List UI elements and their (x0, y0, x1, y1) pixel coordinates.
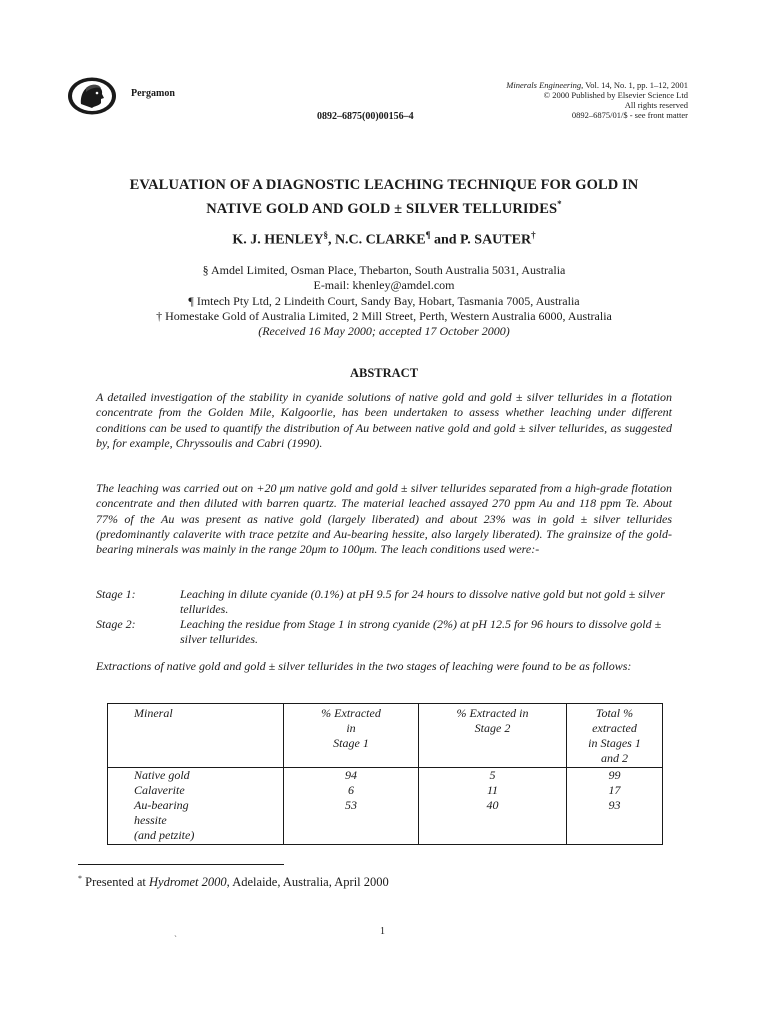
table-cell: 53 (345, 798, 357, 812)
author-list (60, 230, 708, 249)
footnote-pre: Presented at (82, 875, 149, 890)
header-line: extracted (592, 721, 637, 735)
title-footnote-mark: * (557, 199, 562, 209)
stage-1-values (284, 768, 419, 845)
stage-2-item (96, 617, 672, 649)
publisher-name: Pergamon (131, 88, 175, 99)
header-line: % Extracted (321, 706, 381, 720)
received-dates: (Received 16 May 2000; accepted 17 October 2000) (258, 324, 510, 339)
header-line: Mineral (134, 706, 173, 720)
affiliations (60, 263, 708, 339)
table-cell: 6 (348, 783, 354, 797)
journal-name: Minerals Engineering (506, 80, 582, 90)
header-line: and 2 (601, 751, 628, 765)
copyright-line: © 2000 Published by Elsevier Science Ltd (543, 90, 688, 100)
scan-speck: ˎ (174, 927, 177, 937)
table-cell: 93 (608, 798, 621, 812)
footnote-rule (78, 864, 284, 865)
abstract-paragraph-3: Extractions of native gold and gold ± silver tellurides in the two stages of leaching were found to be as follows: (96, 659, 632, 673)
table-cell: 99 (608, 768, 621, 782)
front-matter-line: 0892–6875/01/$ - see front matter (571, 110, 688, 120)
header-mineral (108, 704, 284, 768)
header-line: Stage 2 (474, 721, 511, 735)
table-data-row (108, 768, 663, 845)
table-cell: 5 (489, 768, 496, 782)
stage-1-label: Stage 1: (96, 587, 136, 601)
author-email: E-mail: khenley@amdel.com (313, 278, 455, 293)
mineral-petzite: (and petzite) (134, 828, 195, 842)
header-line: Total % (595, 706, 634, 720)
footnote-venue: Hydromet 2000 (149, 875, 227, 890)
author-sauter: P. SAUTER (460, 232, 532, 248)
header-stage-1 (284, 704, 419, 768)
author-clarke: N.C. CLARKE (334, 232, 426, 248)
page-number: 1 (380, 926, 385, 937)
title-line-2-text: NATIVE GOLD AND GOLD ± SILVER TELLURIDES (206, 200, 558, 217)
rights-line: All rights reserved (624, 100, 688, 110)
pergamon-logo-icon (66, 76, 118, 116)
author-clarke-mark: ¶ (425, 230, 431, 240)
footnote (78, 874, 389, 890)
stage-1-text: Leaching in dilute cyanide (0.1%) at pH 9.5 for 24 hours to dissolve native gold but not gold ± silver tellurides. (180, 587, 665, 617)
author-separator: and (430, 232, 461, 248)
header-line: % Extracted in (456, 706, 529, 720)
author-sauter-mark: † (531, 230, 536, 240)
header-stage-2 (419, 704, 567, 768)
header-total (567, 704, 663, 768)
affiliation-homestake: † Homestake Gold of Australia Limited, 2 Mill Street, Perth, Western Australia 6000, Australia (156, 308, 612, 323)
article-code: 0892–6875(00)00156–4 (317, 111, 414, 122)
abstract-heading: ABSTRACT (349, 366, 419, 380)
stage-2-label: Stage 2: (96, 617, 136, 631)
extraction-table (107, 703, 663, 842)
mineral-cell (108, 768, 284, 845)
journal-info (506, 80, 688, 120)
table-cell: 17 (608, 783, 621, 797)
footnote-mark: * (78, 874, 82, 883)
extraction-table-grid (107, 703, 663, 845)
table-header-row (108, 704, 663, 768)
stage-1-item (96, 587, 672, 619)
mineral-hessite: hessite (134, 813, 167, 827)
abstract-paragraph-2: The leaching was carried out on +20 μm native gold and gold ± silver tellurides separated from a high-grade flotation concentrate and then diluted with barren quartz. The material leached assayed 270 ppm Au and 118 ppm Te. About 77% of the Au was present as native gold (largely liberated) and about 23% was in gold ± silver tellurides (predominantly calaverite with trace petzite and Au-bearing hessite, also largely liberated). The grainsize of the gold-bearing minerals was mainly in the range 20μm to 100μm. The leach conditions used were:- (96, 481, 672, 557)
affiliation-imtech: ¶ Imtech Pty Ltd, 2 Lindeith Court, Sandy Bay, Hobart, Tasmania 7005, Australia (188, 293, 580, 308)
mineral-au-bearing: Au-bearing (134, 798, 189, 812)
mineral-calaverite: Calaverite (134, 783, 185, 797)
header-line: Stage 1 (333, 736, 369, 750)
mineral-native-gold: Native gold (134, 768, 190, 782)
abstract-paragraph-1: A detailed investigation of the stability in cyanide solutions of native gold and gold ± silver tellurides in a flotation concentrate from the Golden Mile, Kalgoorlie, has been undertaken to assess whether leaching under different conditions can be used to quantify the distribution of Au between native gold and gold ± silver tellurides, as suggested by, for example, Chryssoulis and Cabri (1990). (96, 390, 672, 450)
title-line-2 (60, 195, 708, 219)
table-cell: 40 (486, 798, 499, 812)
table-cell: 11 (486, 783, 499, 797)
header-line: in (346, 721, 356, 735)
total-values (567, 768, 663, 845)
journal-volume: , Vol. 14, No. 1, pp. 1–12, 2001 (581, 80, 688, 90)
stage-2-values (419, 768, 567, 845)
header-line: in Stages 1 (588, 736, 641, 750)
paper-title (60, 176, 708, 219)
author-separator: , (327, 232, 335, 248)
journal-citation (506, 80, 688, 90)
stage-2-text: Leaching the residue from Stage 1 in strong cyanide (2%) at pH 12.5 for 96 hours to dissolve gold ± silver tellurides. (180, 617, 662, 647)
affiliation-amdel: § Amdel Limited, Osman Place, Thebarton, South Australia 5031, Australia (202, 263, 566, 277)
author-henley-mark: § (323, 230, 328, 240)
table-cell: 94 (345, 768, 357, 782)
title-line-1: EVALUATION OF A DIAGNOSTIC LEACHING TECHNIQUE FOR GOLD IN (129, 177, 639, 193)
footnote-post: , Adelaide, Australia, April 2000 (226, 875, 389, 890)
author-henley: K. J. HENLEY (232, 232, 324, 248)
